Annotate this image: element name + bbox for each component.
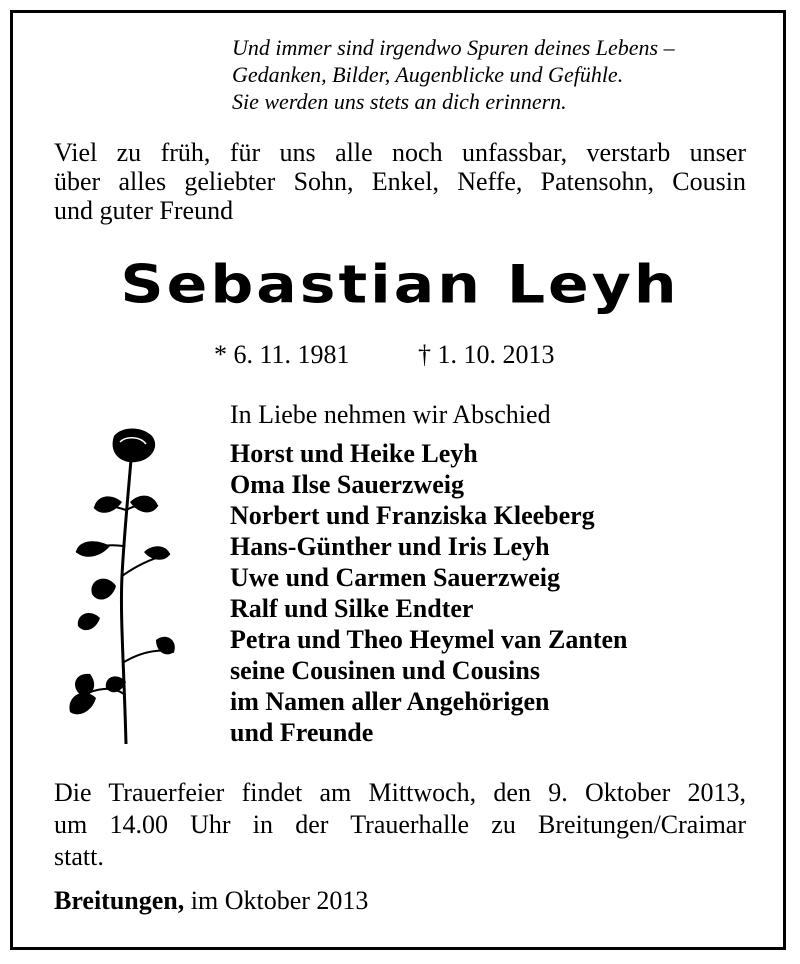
mourners-list	[230, 438, 627, 748]
poem	[232, 34, 772, 115]
mourner-entry: und Freunde	[230, 718, 374, 747]
ceremony-line: Die Trauerfeier findet am Mittwoch, den 9. Oktober 2013,	[54, 778, 746, 807]
ceremony-text	[54, 777, 746, 873]
intro-line: Viel zu früh, für uns alle noch unfassbar, verstarb unser	[54, 138, 746, 167]
rose-icon	[66, 426, 192, 748]
mourner-entry: Horst und Heike Leyh	[230, 439, 478, 468]
death-date: † 1. 10. 2013	[418, 340, 555, 369]
poem-line: Und immer sind irgendwo Spuren deines Lebens –	[232, 35, 675, 60]
mourner-entry: Oma Ilse Sauerzweig	[230, 470, 464, 499]
intro-line: und guter Freund	[54, 196, 234, 225]
mourner-entry: Ralf und Silke Endter	[230, 594, 474, 623]
farewell-text: In Liebe nehmen wir Abschied	[230, 400, 551, 429]
deceased-name: Sebastian Leyh	[120, 254, 680, 316]
poem-line: Gedanken, Bilder, Augenblicke und Gefühle.	[232, 62, 624, 87]
mourner-entry: Uwe und Carmen Sauerzweig	[230, 563, 561, 592]
intro-text	[54, 138, 746, 225]
birth-date: * 6. 11. 1981	[214, 340, 350, 369]
mourner-entry: seine Cousinen und Cousins	[230, 656, 540, 685]
place-date	[54, 886, 368, 916]
ceremony-line: um 14.00 Uhr in der Trauerhalle zu Breitungen/Craimar	[54, 810, 746, 839]
month-year: im Oktober 2013	[190, 886, 369, 915]
mourner-entry: Petra und Theo Heymel van Zanten	[230, 625, 628, 654]
ceremony-line: statt.	[54, 842, 104, 871]
mourner-entry: im Namen aller Angehörigen	[230, 687, 550, 716]
intro-line: über alles geliebter Sohn, Enkel, Neffe, Patensohn, Cousin	[54, 167, 746, 196]
place-name: Breitungen,	[54, 886, 185, 915]
mourner-entry: Hans-Günther und Iris Leyh	[230, 532, 550, 561]
poem-line: Sie werden uns stets an dich erinnern.	[232, 89, 567, 114]
mourner-entry: Norbert und Franziska Kleeberg	[230, 501, 595, 530]
life-dates	[214, 340, 555, 370]
